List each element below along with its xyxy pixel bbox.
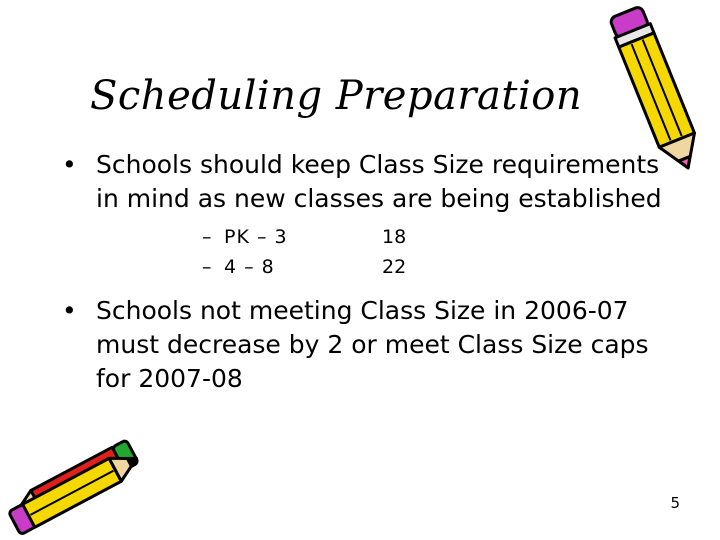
pencil-clipart-icon <box>598 2 716 180</box>
bullet-text: Schools not meeting Class Size in 2006-07 must decrease by 2 or meet Class Size caps for 2007-08 <box>96 296 649 393</box>
class-size-value: 18 <box>382 226 407 248</box>
grade-range-label: 4 – 8 <box>224 256 275 278</box>
bullet-text: Schools should keep Class Size requirements in mind as new classes are being established <box>96 150 662 213</box>
bullet-item <box>62 148 662 282</box>
bullet-list <box>62 148 662 396</box>
class-size-value: 22 <box>382 256 407 278</box>
bullet-marker: • <box>62 150 77 179</box>
pencils-clipart-icon <box>0 428 150 540</box>
sub-marker: – <box>202 256 212 278</box>
sub-marker: – <box>202 226 212 248</box>
sub-item <box>202 222 662 252</box>
bullet-marker: • <box>62 296 77 325</box>
grade-range-label: PK – 3 <box>224 226 288 248</box>
sub-item <box>202 252 662 282</box>
bullet-item <box>62 294 662 396</box>
sub-list <box>202 222 662 282</box>
page-number: 5 <box>670 494 680 512</box>
slide-title: Scheduling Preparation <box>90 73 583 119</box>
